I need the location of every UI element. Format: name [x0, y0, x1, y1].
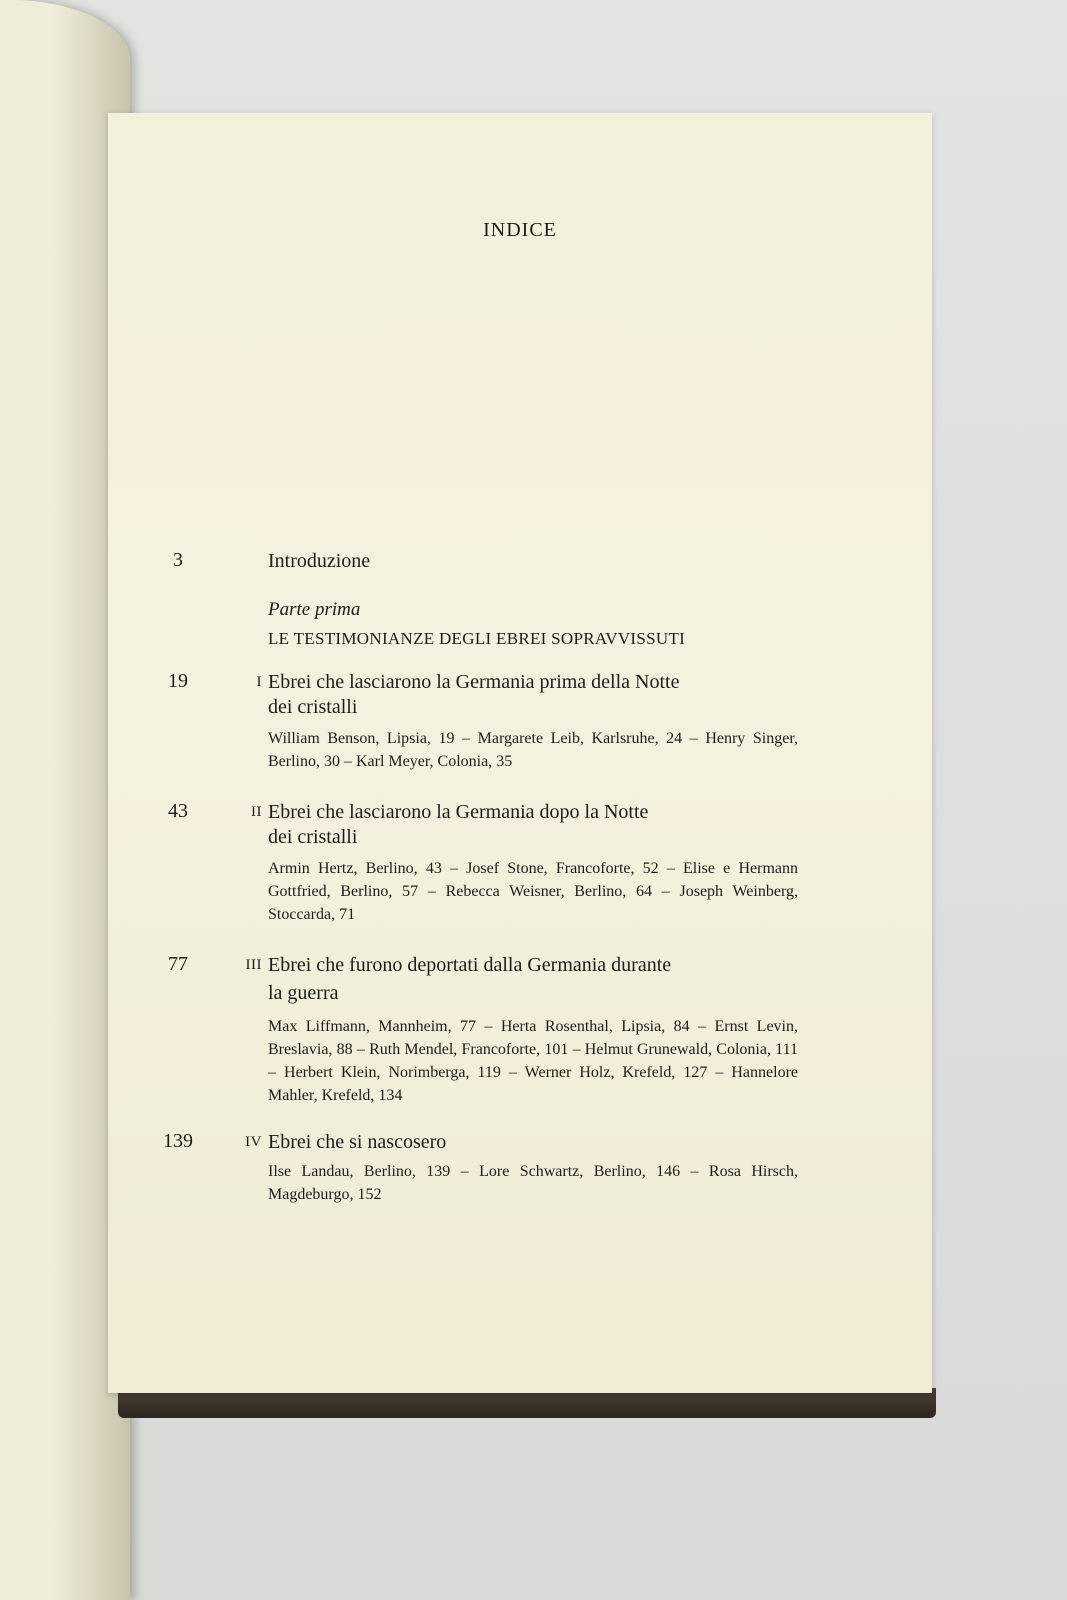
part-label: Parte prima: [268, 599, 361, 620]
chapter-page-number: 43: [168, 800, 188, 822]
chapter-numeral: III: [245, 957, 262, 973]
intro-title: Introduzione: [268, 550, 371, 572]
part-title: LE TESTIMONIANZE DEGLI EBREI SOPRAVVISSUTI: [268, 629, 686, 648]
chapter-title-line2: dei cristalli: [268, 696, 358, 718]
intro-page-number: 3: [173, 549, 183, 571]
index-page: [108, 113, 932, 1393]
chapter-persons: Max Liffmann, Mannheim, 77 – Herta Rosenthal, Lipsia, 84 – Ernst Levin, Breslavia, 88 – Ruth Mendel, Francoforte, 101 – Helmut Grunewald, Colonia, 111 – Herbert Klein, Norimberga, 119 – Werner Holz, Krefeld, 127 – Hannelore Mahler, Krefeld, 134: [268, 1018, 798, 1104]
chapter-persons: Ilse Landau, Berlino, 139 – Lore Schwartz, Berlino, 146 – Rosa Hirsch, Magdeburgo, 152: [268, 1163, 798, 1203]
chapter-persons: Armin Hertz, Berlino, 43 – Josef Stone, Francoforte, 52 – Elise e Hermann Gottfried, Berlino, 57 – Rebecca Weisner, Berlino, 64 – Joseph Weinberg, Stoccarda, 71: [268, 860, 798, 923]
chapter-numeral: II: [251, 804, 262, 820]
chapter-page-number: 139: [163, 1130, 193, 1152]
chapter-persons: William Benson, Lipsia, 19 – Margarete Leib, Karlsruhe, 24 – Henry Singer, Berlino, 30 – Karl Meyer, Colonia, 35: [268, 730, 798, 770]
chapter-numeral: IV: [245, 1134, 262, 1150]
chapter-title-line2: dei cristalli: [268, 826, 358, 848]
page-title: INDICE: [483, 219, 557, 241]
chapter-title-line1: Ebrei che lasciarono la Germania dopo la Notte: [268, 801, 649, 823]
chapter-title-line1: Ebrei che lasciarono la Germania prima della Notte: [268, 671, 680, 693]
chapter-title-line1: Ebrei che furono deportati dalla Germania durante: [268, 954, 672, 976]
chapter-numeral: I: [256, 674, 262, 690]
chapter-page-number: 19: [168, 670, 188, 692]
chapter-page-number: 77: [168, 953, 188, 975]
chapter-title-line2: la guerra: [268, 982, 339, 1004]
chapter-title-line1: Ebrei che si nascosero: [268, 1131, 447, 1153]
